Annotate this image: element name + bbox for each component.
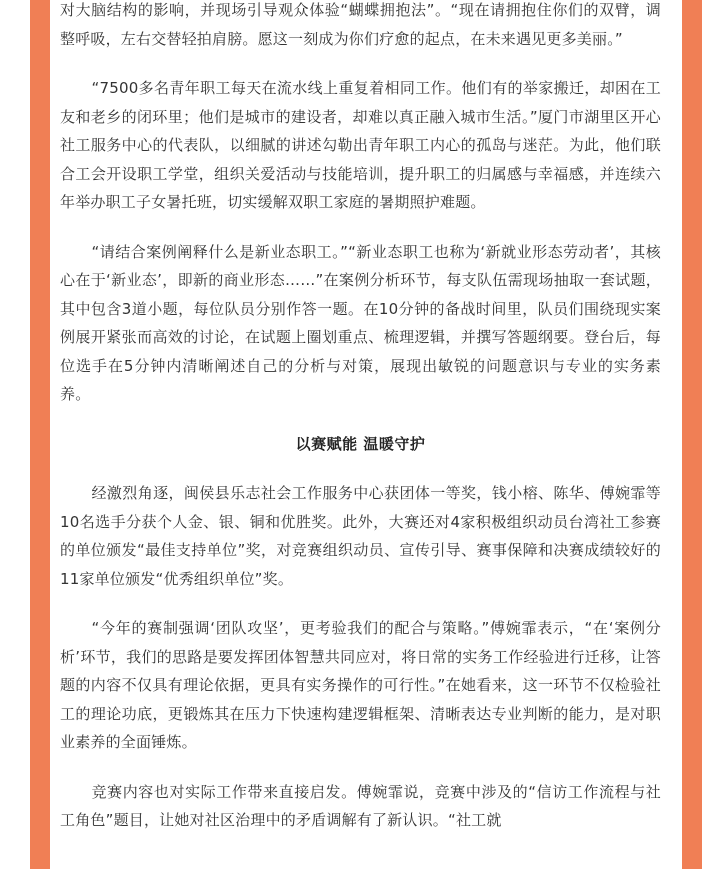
article-paragraph: 对大脑结构的影响，并现场引导观众体验“蝴蝶拥抱法”。“现在请拥抱住你们的双臂，调整呼吸，左右交替轻拍肩膀。愿这一刻成为你们疗愈的起点，在未来遇见更多美丽。” [60, 1, 661, 48]
article-paragraph: “7500多名青年职工每天在流水线上重复着相同工作。他们有的举家搬迁，却困在工友和老乡的闭环里；他们是城市的建设者，却难以真正融入城市生活。”厦门市湖里区开心社工服务中心的代表队，以细腻的讲述勾勒出青年职工内心的孤岛与迷茫。为此，他们联合工会开设职工学堂，组织关爱活动与技能培训，提升职工的归属感与幸福感，并连续六年举办职工子女暑托班，切实缓解双职工家庭的暑期照护难题。 [60, 79, 661, 211]
left-frame-border [30, 0, 50, 869]
article-paragraph: “请结合案例阐释什么是新业态职工。”“新业态职工也称为‘新就业形态劳动者’，其核心在于‘新业态’，即新的商业形态……”在案例分析环节，每支队伍需现场抽取一套试题，其中包含3道小题，每位队员分别作答一题。在10分钟的备战时间里，队员们围绕现实案例展开紧张而高效的讨论，在试题上圈划重点、梳理逻辑，并撰写答题纲要。登台后，每位选手在5分钟内清晰阐述自己的分析与对策，展现出敏锐的问题意识与专业的实务素养。 [60, 242, 661, 403]
right-frame-border [682, 0, 702, 869]
section-heading: 以赛赋能 温暖守护 [295, 434, 426, 453]
article-paragraph: 经激烈角逐，闽侯县乐志社会工作服务中心获团体一等奖，钱小榕、陈华、傅婉霏等10名选手分获个人金、银、铜和优胜奖。此外，大赛还对4家积极组织动员台湾社工参赛的单位颁发“最佳支持单位”奖，对竞赛组织动员、宣传引导、赛事保障和决赛成绩较好的11家单位颁发“优秀组织单位”奖。 [60, 484, 661, 588]
article-body [60, 0, 661, 835]
article-paragraph: “今年的赛制强调‘团队攻坚’，更考验我们的配合与策略。”傅婉霏表示，“在‘案例分析’环节，我们的思路是要发挥团体智慧共同应对，将日常的实务工作经验进行迁移，让答题的内容不仅具有理论依据，更具有实务操作的可行性。”在她看来，这一环节不仅检验社工的理论功底，更锻炼其在压力下快速构建逻辑框架、清晰表达专业判断的能力，是对职业素养的全面锤炼。 [60, 619, 661, 751]
article-paragraph: 竞赛内容也对实际工作带来直接启发。傅婉霏说，竞赛中涉及的“信访工作流程与社工角色”题目，让她对社区治理中的矛盾调解有了新认识。“社工就 [60, 782, 661, 829]
